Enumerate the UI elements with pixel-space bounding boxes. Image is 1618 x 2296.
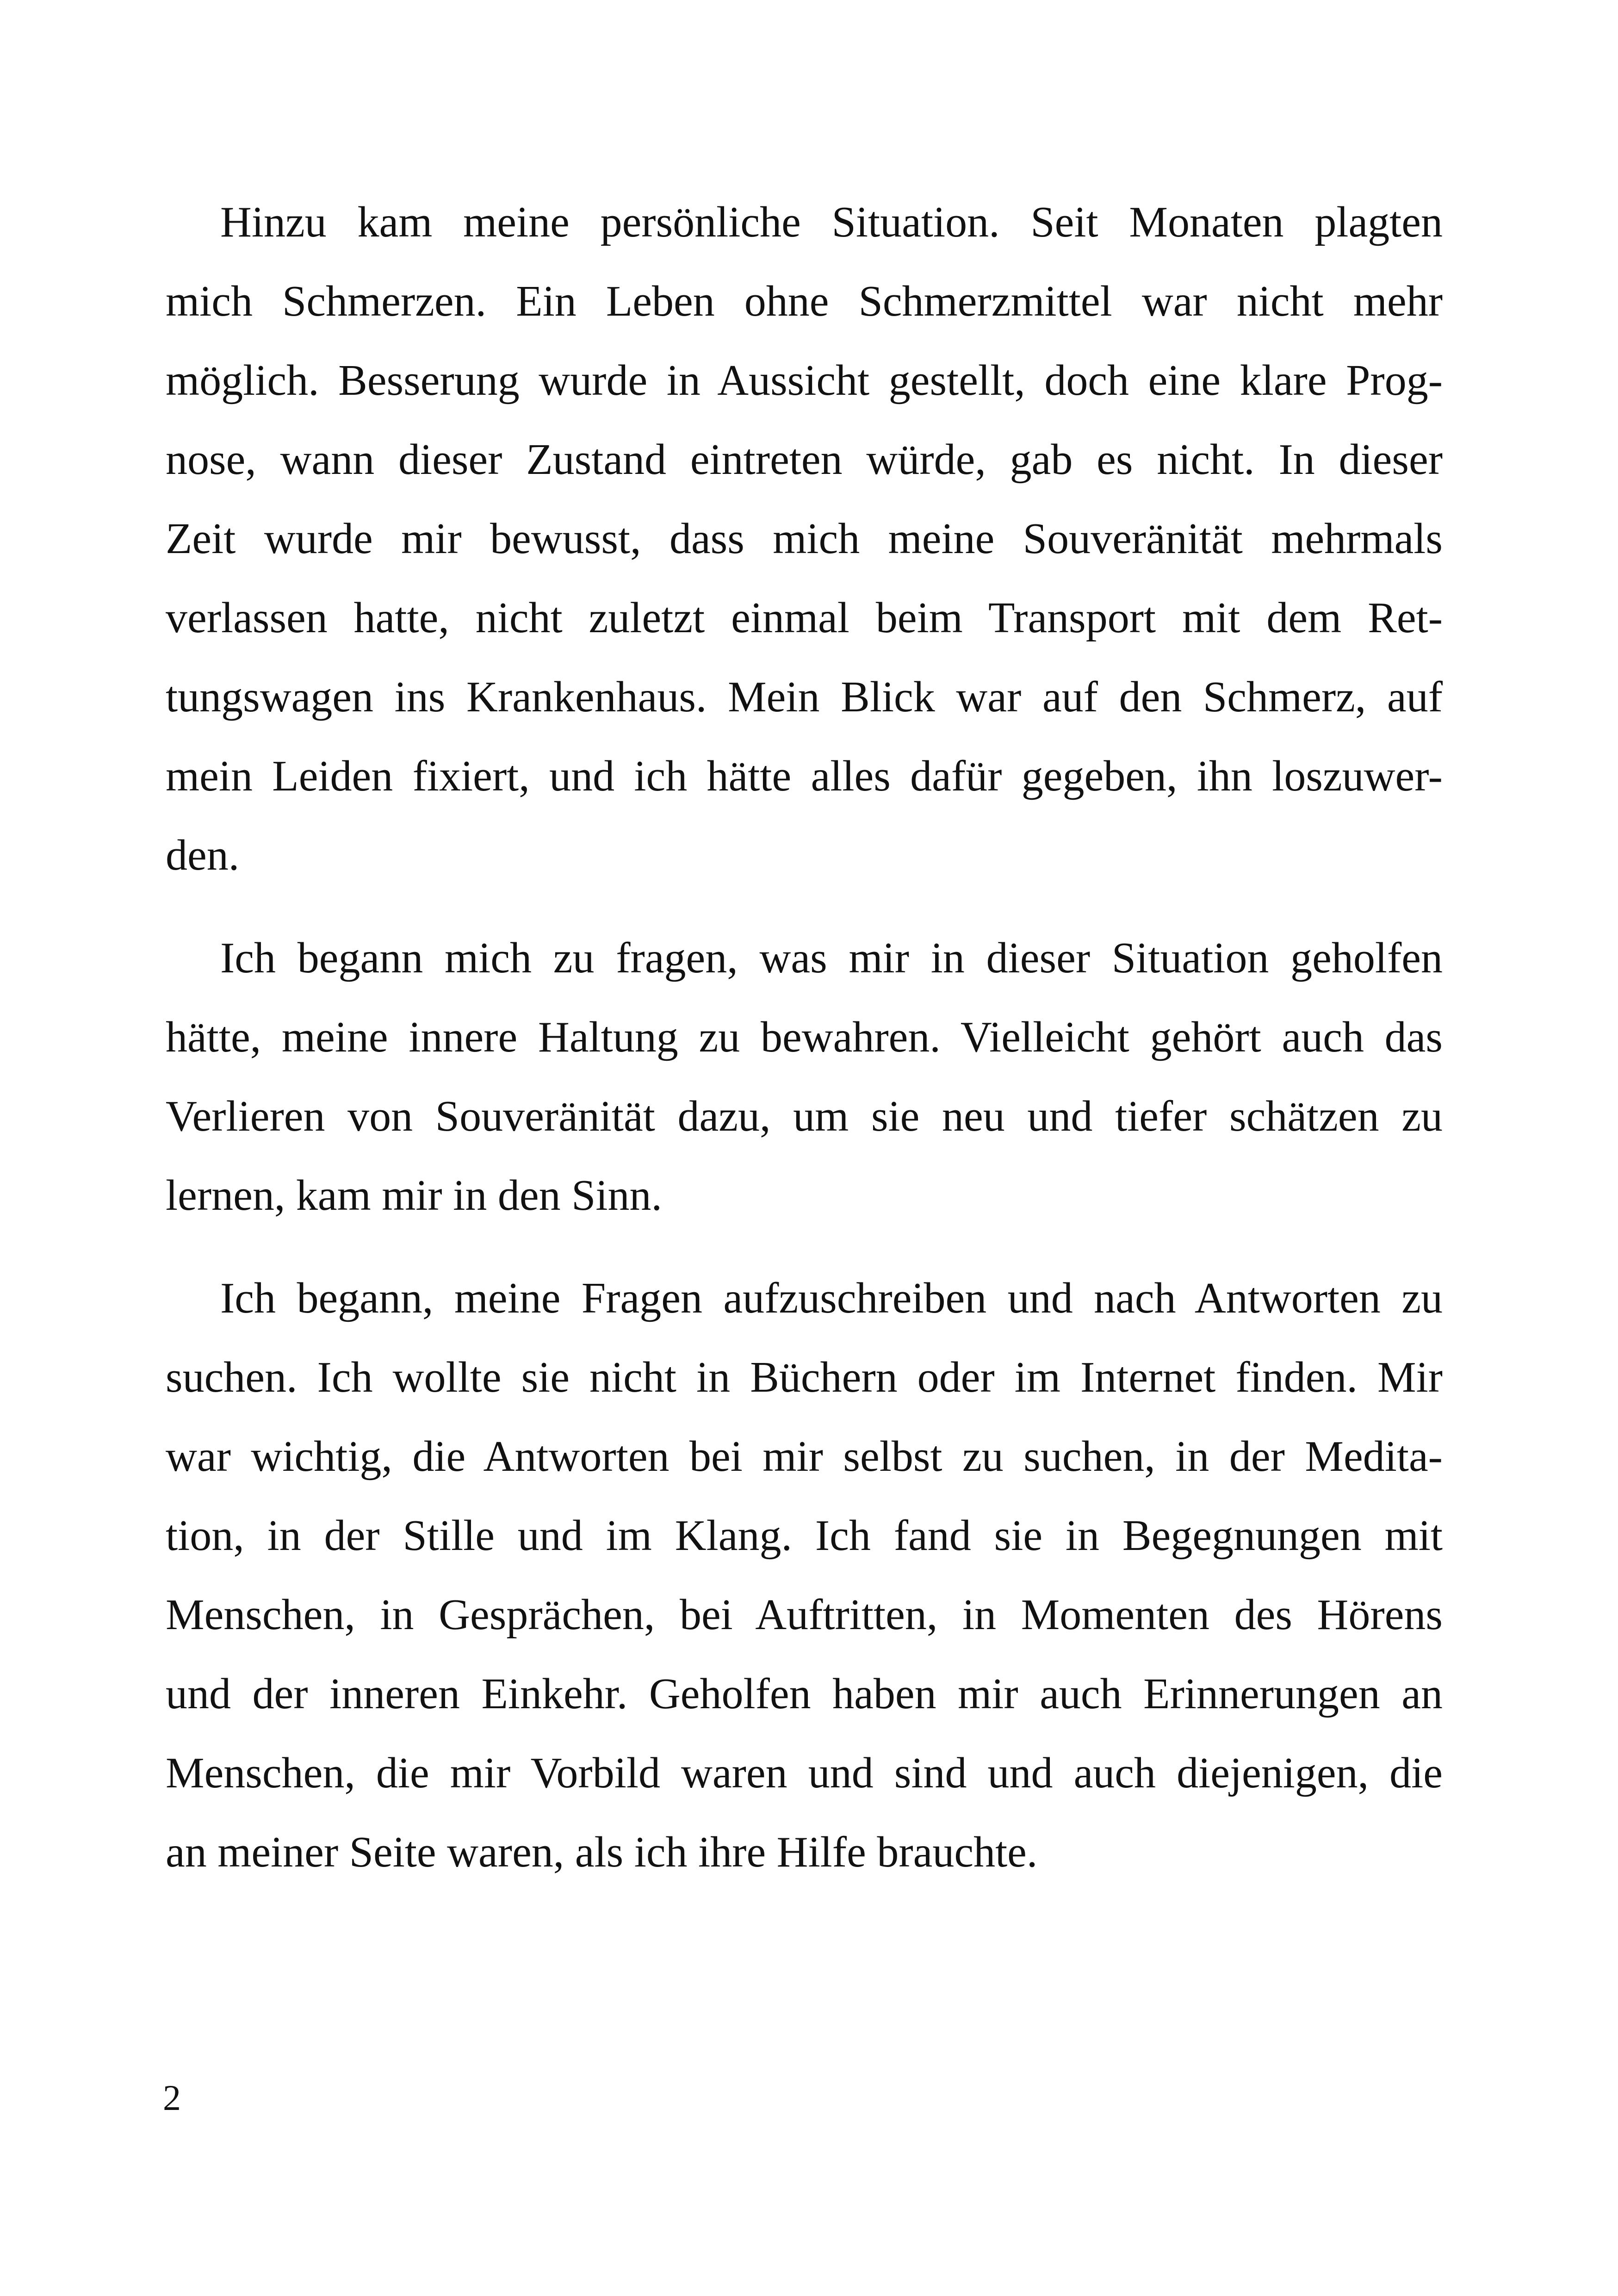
paragraph-1 <box>166 183 1443 895</box>
text-line: verlassen hatte, nicht zuletzt einmal beim Transport mit dem Ret- <box>166 594 1443 642</box>
paragraph-spacer <box>166 1235 1443 1259</box>
paragraph-spacer <box>166 895 1443 919</box>
text-line: suchen. Ich wollte sie nicht in Büchern oder im Internet finden. Mir <box>166 1353 1443 1401</box>
text-line: nose, wann dieser Zustand eintreten würde, gab es nicht. In dieser <box>166 436 1443 484</box>
text-line: Ich begann mich zu fragen, was mir in dieser Situation geholfen <box>220 934 1443 982</box>
body-text <box>166 183 1443 1892</box>
text-line: Ich begann, meine Fragen aufzuschreiben und nach Antworten zu <box>220 1274 1443 1322</box>
paragraph-3 <box>166 1259 1443 1892</box>
text-line: an meiner Seite waren, als ich ihre Hilfe brauchte. <box>166 1828 1038 1876</box>
text-line: tion, in der Stille und im Klang. Ich fand sie in Begegnungen mit <box>166 1512 1443 1560</box>
text-line: Hinzu kam meine persönliche Situation. Seit Monaten plagten <box>220 198 1443 246</box>
text-line: möglich. Besserung wurde in Aussicht gestellt, doch eine klare Prog- <box>166 356 1443 404</box>
text-line: war wichtig, die Antworten bei mir selbst zu suchen, in der Medita- <box>166 1432 1443 1481</box>
text-line: lernen, kam mir in den Sinn. <box>166 1171 662 1220</box>
text-line: Menschen, in Gesprächen, bei Auftritten, in Momenten des Hörens <box>166 1591 1443 1639</box>
text-line: und der inneren Einkehr. Geholfen haben mir auch Erinnerungen an <box>166 1670 1443 1718</box>
text-line: hätte, meine innere Haltung zu bewahren. Vielleicht gehört auch das <box>166 1013 1443 1061</box>
page-number: 2 <box>163 2078 181 2118</box>
text-line: Menschen, die mir Vorbild waren und sind und auch diejenigen, die <box>166 1749 1443 1797</box>
text-line: Verlieren von Souveränität dazu, um sie neu und tiefer schätzen zu <box>166 1092 1443 1140</box>
text-line: den. <box>166 831 240 879</box>
text-line: mich Schmerzen. Ein Leben ohne Schmerzmittel war nicht mehr <box>166 277 1443 325</box>
text-line: Zeit wurde mir bewusst, dass mich meine Souveränität mehrmals <box>166 515 1443 563</box>
paragraph-2 <box>166 919 1443 1235</box>
text-line: mein Leiden fixiert, und ich hätte alles dafür gegeben, ihn loszuwer- <box>166 752 1443 800</box>
text-line: tungswagen ins Krankenhaus. Mein Blick war auf den Schmerz, auf <box>166 673 1443 721</box>
